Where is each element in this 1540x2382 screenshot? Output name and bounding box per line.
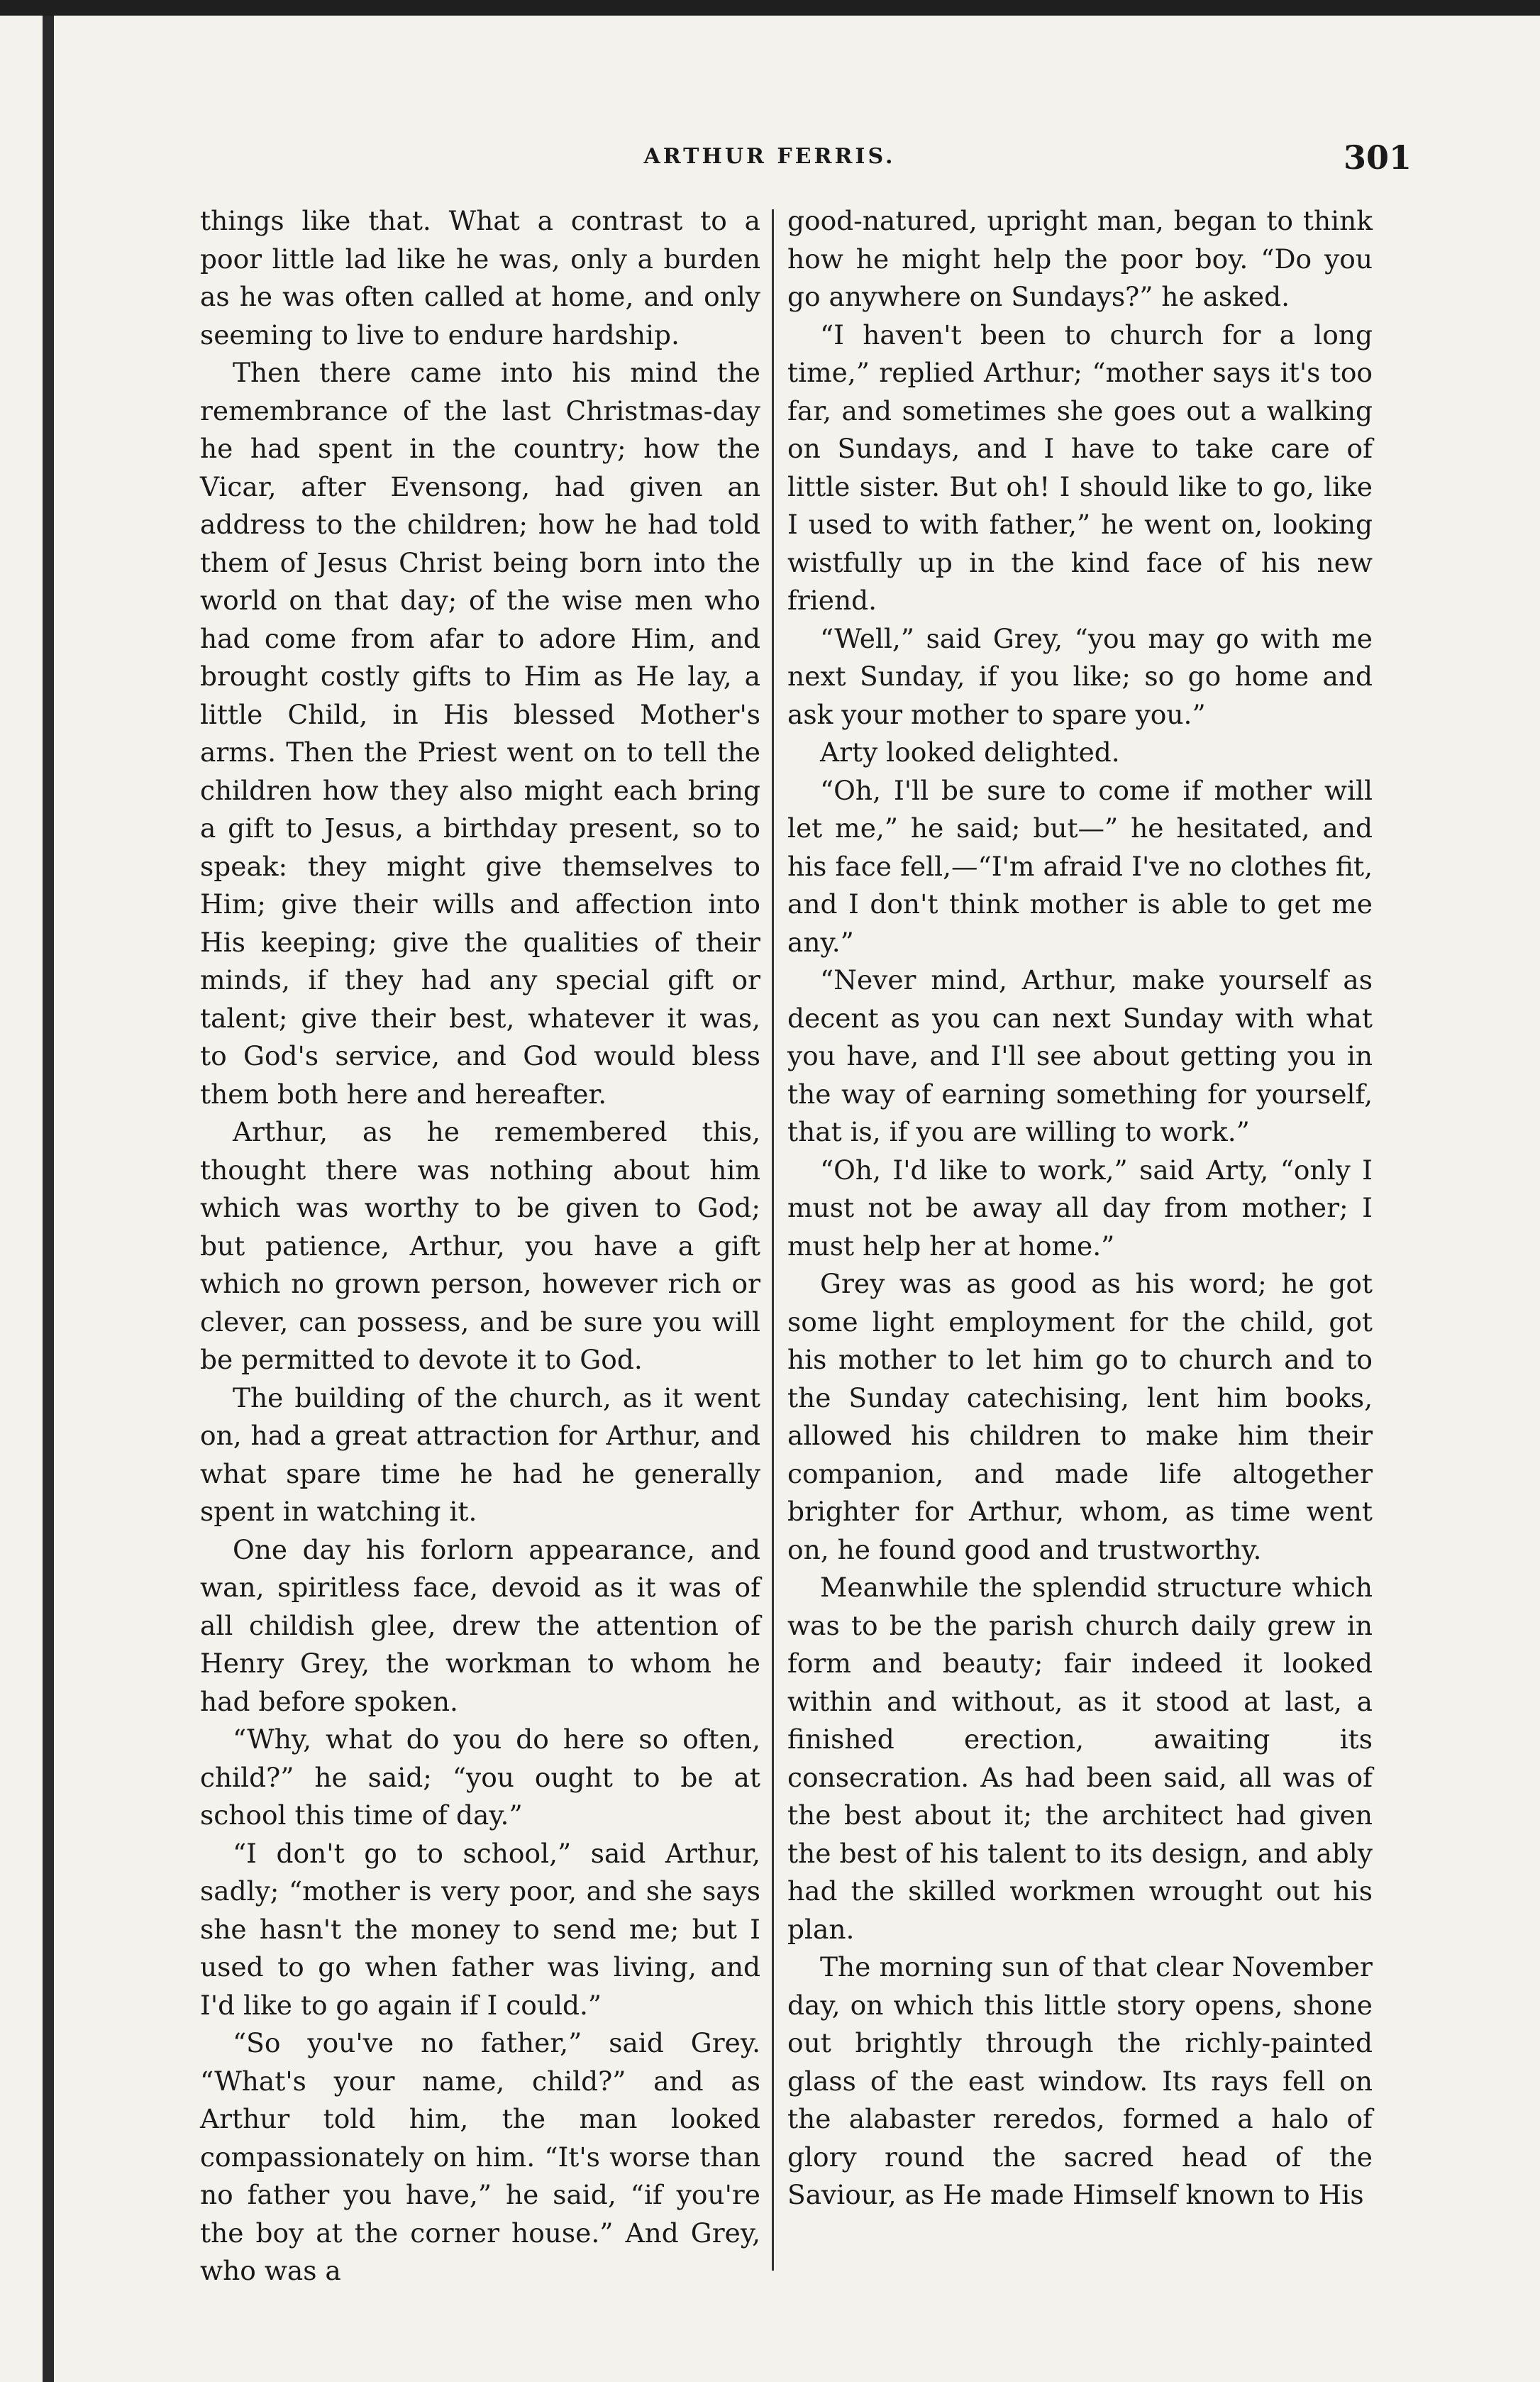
paragraph: Then there came into his mind the remembrance of the last Christmas-day he had spent in the country; how the Vicar, after Evensong, had given an address to the children; how he had told them of Jesus Christ being born into the world on that day; of the wise men who had come from afar to adore Him, and brought costly gifts to Him as He lay, a little Child, in His blessed Mother's arms. Then the Priest went on to tell the children how they also might each bring a gift to Jesus, a birthday present, so to speak: they might give themselves to Him; give their wills and affection into His keeping; give the qualities of their minds, if they had any special gift or talent; give their best, whatever it was, to God's service, and God would bless them both here and hereafter. xyxy=(200,357,760,1110)
binding-edge-rule xyxy=(43,16,54,2382)
paragraph: good-natured, upright man, began to think how he might help the poor boy. “Do you go anywhere on Sundays?” he asked. xyxy=(787,205,1373,312)
right-column xyxy=(787,202,1373,2215)
paragraph: Meanwhile the splendid structure which was to be the parish church daily grew in form and beauty; fair indeed it looked within and without, as it stood at last, a finished erection, awaiting its consecration. As had been said, all was of the best about it; the architect had given the best of his talent to its design, and ably had the skilled workmen wrought out his plan. xyxy=(787,1572,1373,1945)
running-head: ARTHUR FERRIS. xyxy=(643,144,896,169)
paragraph: The building of the church, as it went on, had a great attraction for Arthur, and what spare time he had he generally spent in watching it. xyxy=(200,1382,760,1527)
paragraph: Arty looked delighted. xyxy=(820,737,1120,768)
paragraph: “Oh, I'll be sure to come if mother will let me,” he said; but—” he hesitated, and his face fell,—“I'm afraid I've no clothes fit, and I don't think mother is able to get me any.” xyxy=(787,774,1373,958)
scan-top-edge xyxy=(0,0,1540,16)
paragraph: “I don't go to school,” said Arthur, sadly; “mother is very poor, and she says she hasn't the money to send me; but I used to go when father was living, and I'd like to go again if I could.” xyxy=(200,1837,760,2021)
column-divider xyxy=(772,209,774,2271)
paragraph: The morning sun of that clear November day, on which this little story opens, shone out brightly through the richly-painted glass of the east window. Its rays fell on the alabaster reredos, formed a halo of glory round the sacred head of the Saviour, as He made Himself known to His xyxy=(787,1951,1373,2210)
paragraph: “I haven't been to church for a long time,” replied Arthur; “mother says it's too far, and sometimes she goes out a walking on Sundays, and I have to take care of little sister. But oh! I should like to go, like I used to with father,” he went on, looking wistfully up in the kind face of his new friend. xyxy=(787,319,1373,616)
page-header xyxy=(128,138,1412,188)
paragraph: “Well,” said Grey, “you may go with me next Sunday, if you like; so go home and ask your mother to spare you.” xyxy=(787,622,1373,730)
paragraph: “So you've no father,” said Grey. “What's your name, child?” and as Arthur told him, the man looked compassionately on him. “It's worse than no father you have,” he said, “if you're the boy at the corner house.” And Grey, who was a xyxy=(200,2027,760,2286)
paragraph: One day his forlorn appearance, and wan, spiritless face, devoid as it was of all childish glee, drew the attention of Henry Grey, the workman to whom he had before spoken. xyxy=(200,1533,760,1717)
paragraph: “Never mind, Arthur, make yourself as decent as you can next Sunday with what you have, and I'll see about getting you in the way of earning something for yourself, that is, if you are willing to work.” xyxy=(787,964,1373,1147)
paragraph: Arthur, as he remembered this, thought there was nothing about him which was worthy to be given to God; but patience, Arthur, you have a gift which no grown person, however rich or clever, can possess, and be sure you will be permitted to devote it to God. xyxy=(200,1116,760,1375)
paragraph: “Why, what do you do here so often, child?” he said; “you ought to be at school this time of day.” xyxy=(200,1724,760,1831)
paragraph: “Oh, I'd like to work,” said Arty, “only I must not be away all day from mother; I must help her at home.” xyxy=(787,1154,1373,1262)
left-column xyxy=(200,202,760,2290)
page-number: 301 xyxy=(1343,138,1412,177)
paragraph: things like that. What a contrast to a poor little lad like he was, only a burden as he was often called at home, and only seeming to live to endure hardship. xyxy=(200,205,760,351)
paragraph: Grey was as good as his word; he got some light employment for the child, got his mother to let him go to church and to the Sunday catechising, lent him books, allowed his children to make him their companion, and made life altogether brighter for Arthur, whom, as time went on, he found good and trustworthy. xyxy=(787,1268,1373,1565)
